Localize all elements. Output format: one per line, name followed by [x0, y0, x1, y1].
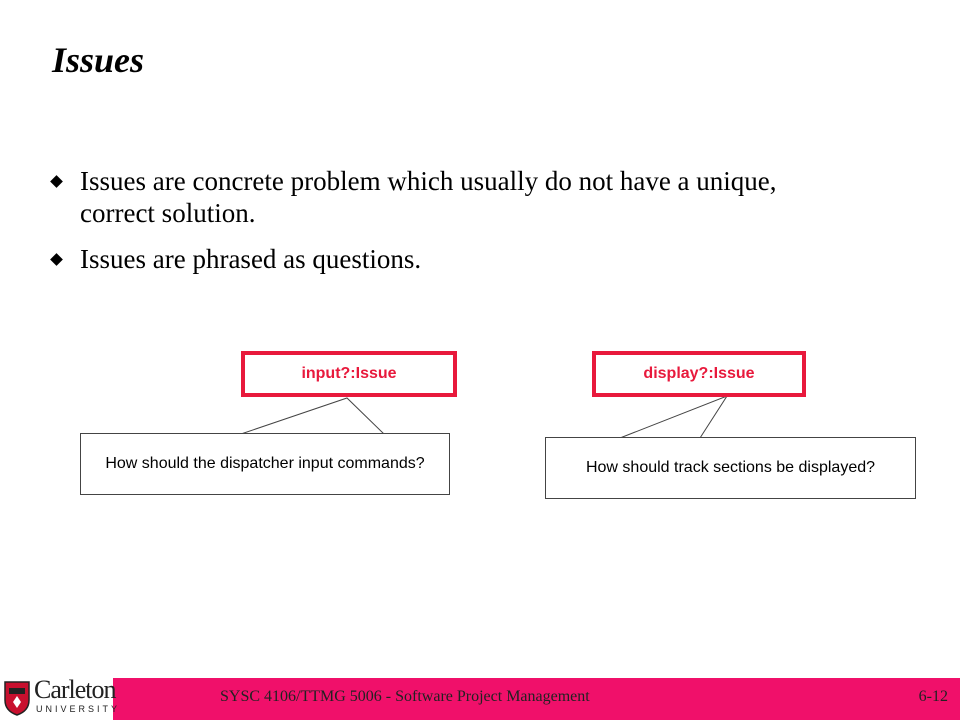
slide-title: Issues	[52, 40, 145, 80]
footer-page-number: 6-12	[918, 688, 948, 705]
issue-label: display?:Issue	[643, 365, 755, 382]
logo-subtitle: UNIVERSITY	[36, 704, 121, 714]
bullet-item	[48, 243, 848, 275]
note-display	[545, 437, 916, 499]
issue-box-input	[241, 351, 457, 397]
callout-pointer-display	[620, 396, 727, 438]
logo-name: Carleton	[34, 675, 116, 704]
shield-icon	[4, 680, 30, 716]
diamond-bullet-icon	[50, 253, 63, 266]
footer-course-title: SYSC 4106/TTMG 5006 - Software Project Management	[220, 688, 590, 705]
bullet-text: Issues are concrete problem which usually do not have a unique, correct solution.	[80, 166, 777, 228]
issue-label: input?:Issue	[301, 365, 397, 382]
note-text: How should track sections be displayed?	[585, 459, 876, 476]
bullet-list	[48, 165, 848, 289]
note-text: How should the dispatcher input commands?	[105, 455, 425, 472]
note-input	[80, 433, 450, 495]
diamond-bullet-icon	[50, 175, 63, 188]
bullet-item	[48, 165, 848, 229]
callout-pointer-input	[241, 398, 384, 434]
issue-box-display	[592, 351, 806, 397]
bullet-text: Issues are phrased as questions.	[80, 244, 422, 274]
university-logo	[0, 675, 121, 720]
